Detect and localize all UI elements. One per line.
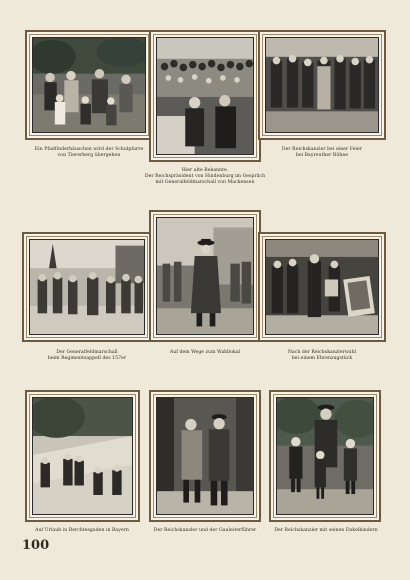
caption-6: Nach der Reichskanzlerwahl bei einem Ehrenzugstück bbox=[287, 350, 357, 362]
page-number: 100 bbox=[22, 538, 50, 553]
photo-frame-7 bbox=[25, 390, 140, 522]
photo-4 bbox=[29, 239, 145, 335]
photo-1 bbox=[32, 37, 146, 133]
photo-frame-5 bbox=[149, 210, 261, 342]
photo-frame-4 bbox=[22, 232, 152, 342]
caption-8: Der Reichskanzler und der Gauleiterführer bbox=[153, 528, 257, 533]
caption-7: Auf Urlaub in Berchtesgaden in Bayern bbox=[35, 528, 129, 533]
caption-1: Ein Pfadfinderhäuschen wird der Schulpfarre von Tiererberg übergeben bbox=[34, 147, 144, 159]
photo-frame-9 bbox=[269, 390, 381, 522]
photo-frame-1 bbox=[25, 30, 153, 140]
photo-frame-2 bbox=[149, 30, 261, 162]
photo-2 bbox=[156, 37, 254, 155]
photo-5 bbox=[156, 217, 254, 335]
caption-3: Der Reichskanzler bei einer Feier bei Bayreuther Bühne bbox=[281, 147, 363, 159]
caption-9: Der Reichskanzler mit seinen Enkelkindern bbox=[274, 528, 378, 533]
photo-frame-8 bbox=[149, 390, 261, 522]
photo-frame-6 bbox=[258, 232, 386, 342]
photo-7 bbox=[32, 397, 133, 515]
photo-6 bbox=[265, 239, 379, 335]
photo-3 bbox=[265, 37, 379, 133]
caption-4: Der Generalfeldmarschall beim Regimentsappell des 157er bbox=[47, 350, 127, 362]
photo-9 bbox=[276, 397, 374, 515]
caption-2: Hier alte Bekannte. Der Reichspräsident von Hindenburg im Gespräch mit Generalfeldmarschall von Mackensen bbox=[144, 168, 266, 186]
photo-8 bbox=[156, 397, 254, 515]
caption-5: Auf dem Wege zum Wahllokal bbox=[169, 350, 241, 355]
photo-frame-3 bbox=[258, 30, 386, 140]
